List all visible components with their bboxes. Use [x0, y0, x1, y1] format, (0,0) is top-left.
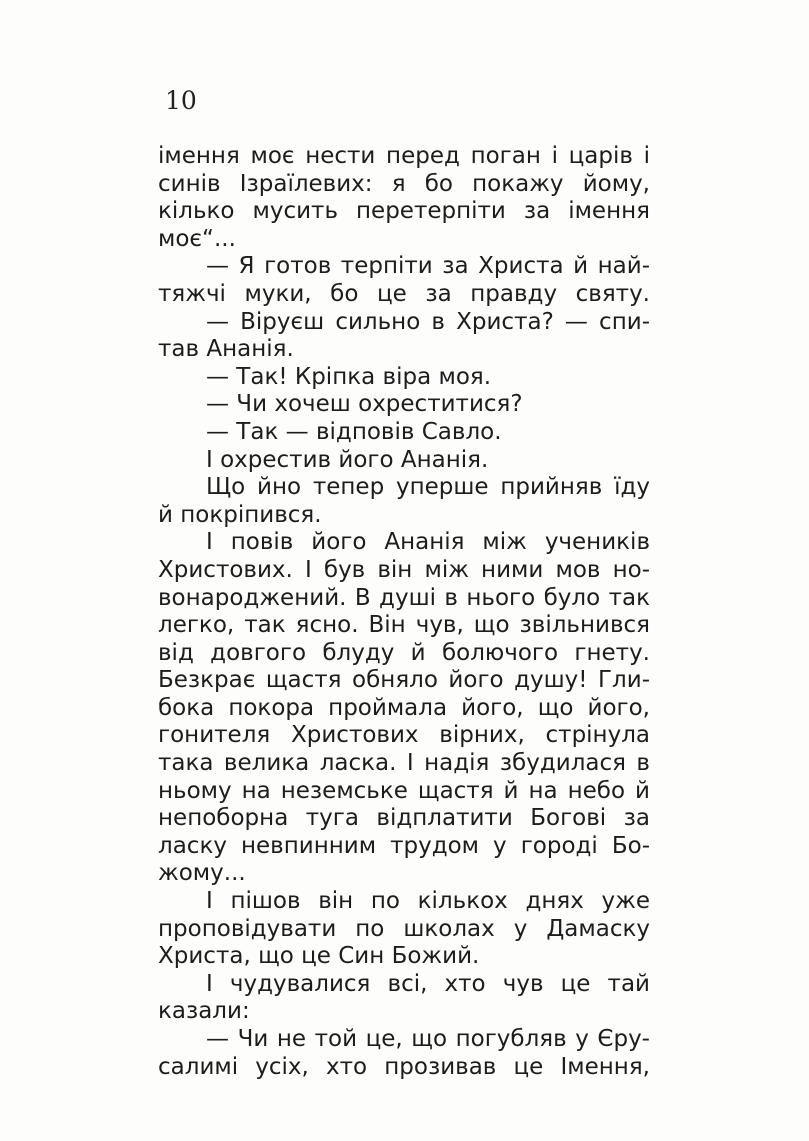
text-line: — Так! Кріпка віра моя. [206, 363, 492, 390]
text-line: гонителя Христових вірних, стрінула [158, 722, 650, 749]
text-line: тав Ананія. [158, 336, 294, 363]
text-line: бока покора проймала його, що його, [158, 694, 650, 721]
text-line: жому... [158, 860, 246, 887]
text-line: ньому на неземське щастя й на небо й [158, 777, 650, 804]
text-line: така велика ласка. І надія збудилася в [158, 750, 650, 777]
text-line: І повів його Ананія між учеників [206, 529, 650, 556]
text-line: І охрестив його Ананія. [206, 446, 489, 473]
text-line: вонароджений. В душі в нього було так [158, 584, 650, 611]
text-line: ласку невпинним трудом у городі Бо- [158, 832, 650, 859]
text-line: Що йно тепер уперше прийняв їду [206, 474, 650, 501]
text-line: казали: [158, 998, 250, 1025]
text-line: імення моє нести перед поган і царів і [158, 143, 650, 169]
text-line: І чудувалися всі, хто чув це тай [206, 970, 650, 997]
text-line: — Віруєш сильно в Христа? — спи- [206, 308, 650, 335]
text-line: тяжчі муки, бо це за правду святу. [158, 280, 650, 307]
text-line: проповідувати по школах у Дамаску [158, 915, 650, 942]
text-line: — Чи хочеш охреститися? [206, 391, 523, 418]
text-line: салимі усіх, хто прозивав це Імення, [158, 1053, 650, 1080]
text-line: — Так — відповів Савло. [206, 418, 502, 445]
text-line: кілько мусить перетерпіти за імення [158, 198, 650, 225]
text-line: легко, так ясно. Він чув, що звільнився [158, 612, 650, 639]
text-line: — Чи не той це, що погубляв у Єру- [206, 1026, 650, 1052]
text-line: непоборна туга відплатити Богові за [158, 805, 650, 832]
page-number: 10 [165, 86, 197, 115]
text-line: І пішов він по кількох днях уже [206, 888, 650, 915]
text-line: Христових. І був він між ними мов но- [158, 556, 650, 583]
text-line: — Я готов терпіти за Христа й най- [206, 253, 650, 280]
text-line: й покріпився. [158, 501, 322, 528]
text-line: Безкрає щастя обняло його душу! Гли- [158, 667, 650, 694]
text-line: від довгого блуду й болючого гнету. [158, 639, 650, 666]
body-text [158, 143, 650, 1081]
text-line: Христа, що це Син Божий. [158, 943, 480, 970]
text-line: моє“... [158, 225, 236, 252]
text-line: синів Ізраїлевих: я бо покажу йому, [158, 170, 650, 197]
